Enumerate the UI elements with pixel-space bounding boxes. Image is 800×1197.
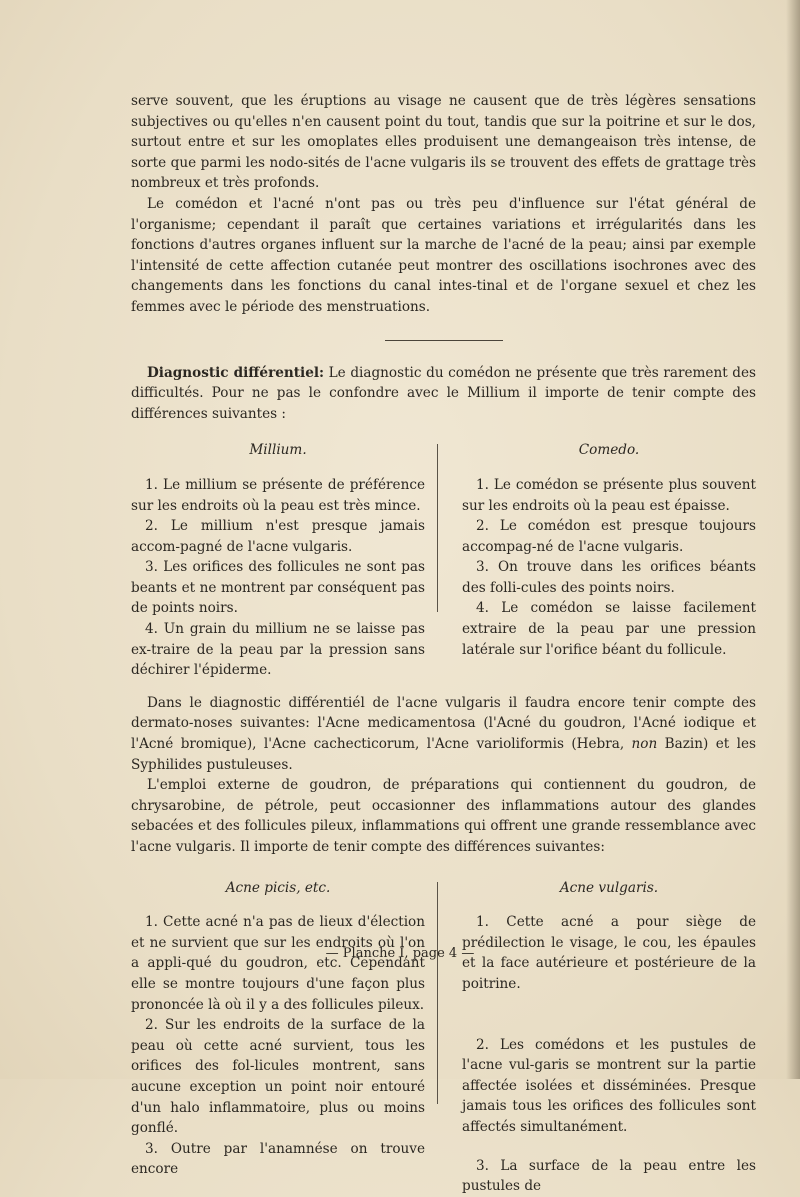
millium-item-3: 3. Les orifices des follicules ne sont pas beants et ne montrent par conséquent pas de points noirs. <box>131 559 425 617</box>
paragraph-dermatoses <box>131 693 756 775</box>
acne-picis-item-2: 2. Sur les endroits de la surface de la peau où cette acné survient, tous les orifices des fol-licules montrent, sans aucune exception un point noir entouré d'un halo inflammatoire, plus ou moins gonflé. <box>131 1017 425 1137</box>
comparison-table-2 <box>131 878 756 1197</box>
section-rule <box>385 340 503 341</box>
paragraph-1: serve souvent, que les éruptions au visage ne causent que de très légères sensations subjectives ou qu'elles n'en causent point du tout, tandis que sur la poitrine et sur le dos, surtout entre et sur les omoplates elles produisent une demangeaison très intense, de sorte que parmi les nodo-sités de l'acne vulgaris ils se trouvent des effets de grattage très nombreux et très profonds. <box>131 93 756 192</box>
acne-vulgaris-item-1: 1. Cette acné a pour siège de prédilection le visage, le cou, les épaules et la face autérieure et postérieure de la poitrine. <box>462 914 756 992</box>
acne-vulgaris-title: Acne vulgaris. <box>559 879 659 896</box>
paragraph-2: Le comédon et l'acné n'ont pas ou très peu d'influence sur l'état général de l'organisme; cependant il paraît que certaines variations et irrégularités dans les fonctions d'autres organes influent sur la marche de l'acné de la peau; ainsi par exemple l'intensité de cette affection cutanée peut montrer des oscillations isochrones avec des changements dans les fonctions du canal intes-tinal et de l'organe sexuel et chez les femmes avec le période des menstruations. <box>131 195 756 315</box>
spacer <box>462 995 756 1035</box>
millium-item-1: 1. Le millium se présente de préférence sur les endroits où la peau est très mince. <box>131 476 425 514</box>
dermatoses-text-b: Bazin) et les Syphilides pustuleuses. <box>131 736 756 773</box>
acne-vulgaris-item-3: 3. La surface de la peau entre les pustules de <box>462 1157 756 1195</box>
comedo-column <box>462 440 756 681</box>
acne-picis-item-3: 3. Outre par l'anamnése on trouve encore <box>131 1140 425 1178</box>
document-page <box>131 91 756 1197</box>
comedo-item-3: 3. On trouve dans les orifices béants des folli-cules des points noirs. <box>462 559 756 596</box>
comparison-table-1 <box>131 440 756 681</box>
column-divider-1 <box>437 444 438 612</box>
diagnostic-text: Le diagnostic du comédon ne présente que très rarement des difficultés. Pour ne pas le confondre avec le Millium il importe de tenir compte des différences suivantes : <box>131 364 756 422</box>
acne-picis-column <box>131 878 425 1197</box>
comedo-item-1: 1. Le comédon se présente plus souvent sur les endroits où la peau est épaisse. <box>462 476 756 514</box>
comedo-title: Comedo. <box>578 442 640 459</box>
diagnostic-paragraph <box>131 363 756 425</box>
paragraph-goudron: L'emploi externe de goudron, de préparations qui contiennent du goudron, de chrysarobine, de pétrole, peut occasionner des inflammations autour des glandes sebacées et des follicules pileux, inflammations qui offrent une grande ressemblance avec l'acne vulgaris. Il importe de tenir compte des différences suivantes: <box>131 777 756 855</box>
millium-title: Millium. <box>249 442 307 459</box>
millium-column <box>131 440 425 681</box>
acne-picis-title: Acne picis, etc. <box>225 879 331 896</box>
comedo-item-2: 2. Le comédon est presque toujours accompag-né de l'acne vulgaris. <box>462 518 756 555</box>
millium-item-2: 2. Le millium n'est presque jamais accom-pagné de l'acne vulgaris. <box>131 518 425 555</box>
column-divider-2 <box>437 882 438 1104</box>
acne-picis-item-1: 1. Cette acné n'a pas de lieux d'élection et ne survient que sur les endroits où l'on a appli-qué du goudron, etc. Cependant elle se montre toujours d'une façon plus prononcée là où il y a des follicules pileux. <box>131 914 425 1013</box>
millium-item-4: 4. Un grain du millium ne se laisse pas ex-traire de la peau par la pression sans déchirer l'épiderme. <box>131 621 425 679</box>
page-edge-shadow <box>786 0 800 1079</box>
page-footer: — Planche I, page 4 — <box>325 946 475 961</box>
acne-vulgaris-column <box>462 878 756 1197</box>
dermatoses-text-a: Dans le diagnostic différentiél de l'acne vulgaris il faudra encore tenir compte des dermato-noses suivantes: l'Acne medicamentosa (l'Acné du goudron, l'Acné iodique et l'Acné bromique), l'Acne cachecticorum, l'Acne varioliformis (Hebra, <box>131 694 756 753</box>
diagnostic-heading: Diagnostic différentiel: <box>147 364 325 381</box>
spacer <box>462 1138 756 1156</box>
comedo-item-4: 4. Le comédon se laisse facilement extraire de la peau par une pression latérale sur l'orifice béant du follicule. <box>462 600 756 658</box>
acne-vulgaris-item-2: 2. Les comédons et les pustules de l'acne vul-garis se montrent sur la partie affectée isolées et disséminées. Presque jamais tous les orifices des follicules sont affectés simultanément. <box>462 1036 756 1135</box>
dermatoses-italic-non: non <box>631 736 658 753</box>
